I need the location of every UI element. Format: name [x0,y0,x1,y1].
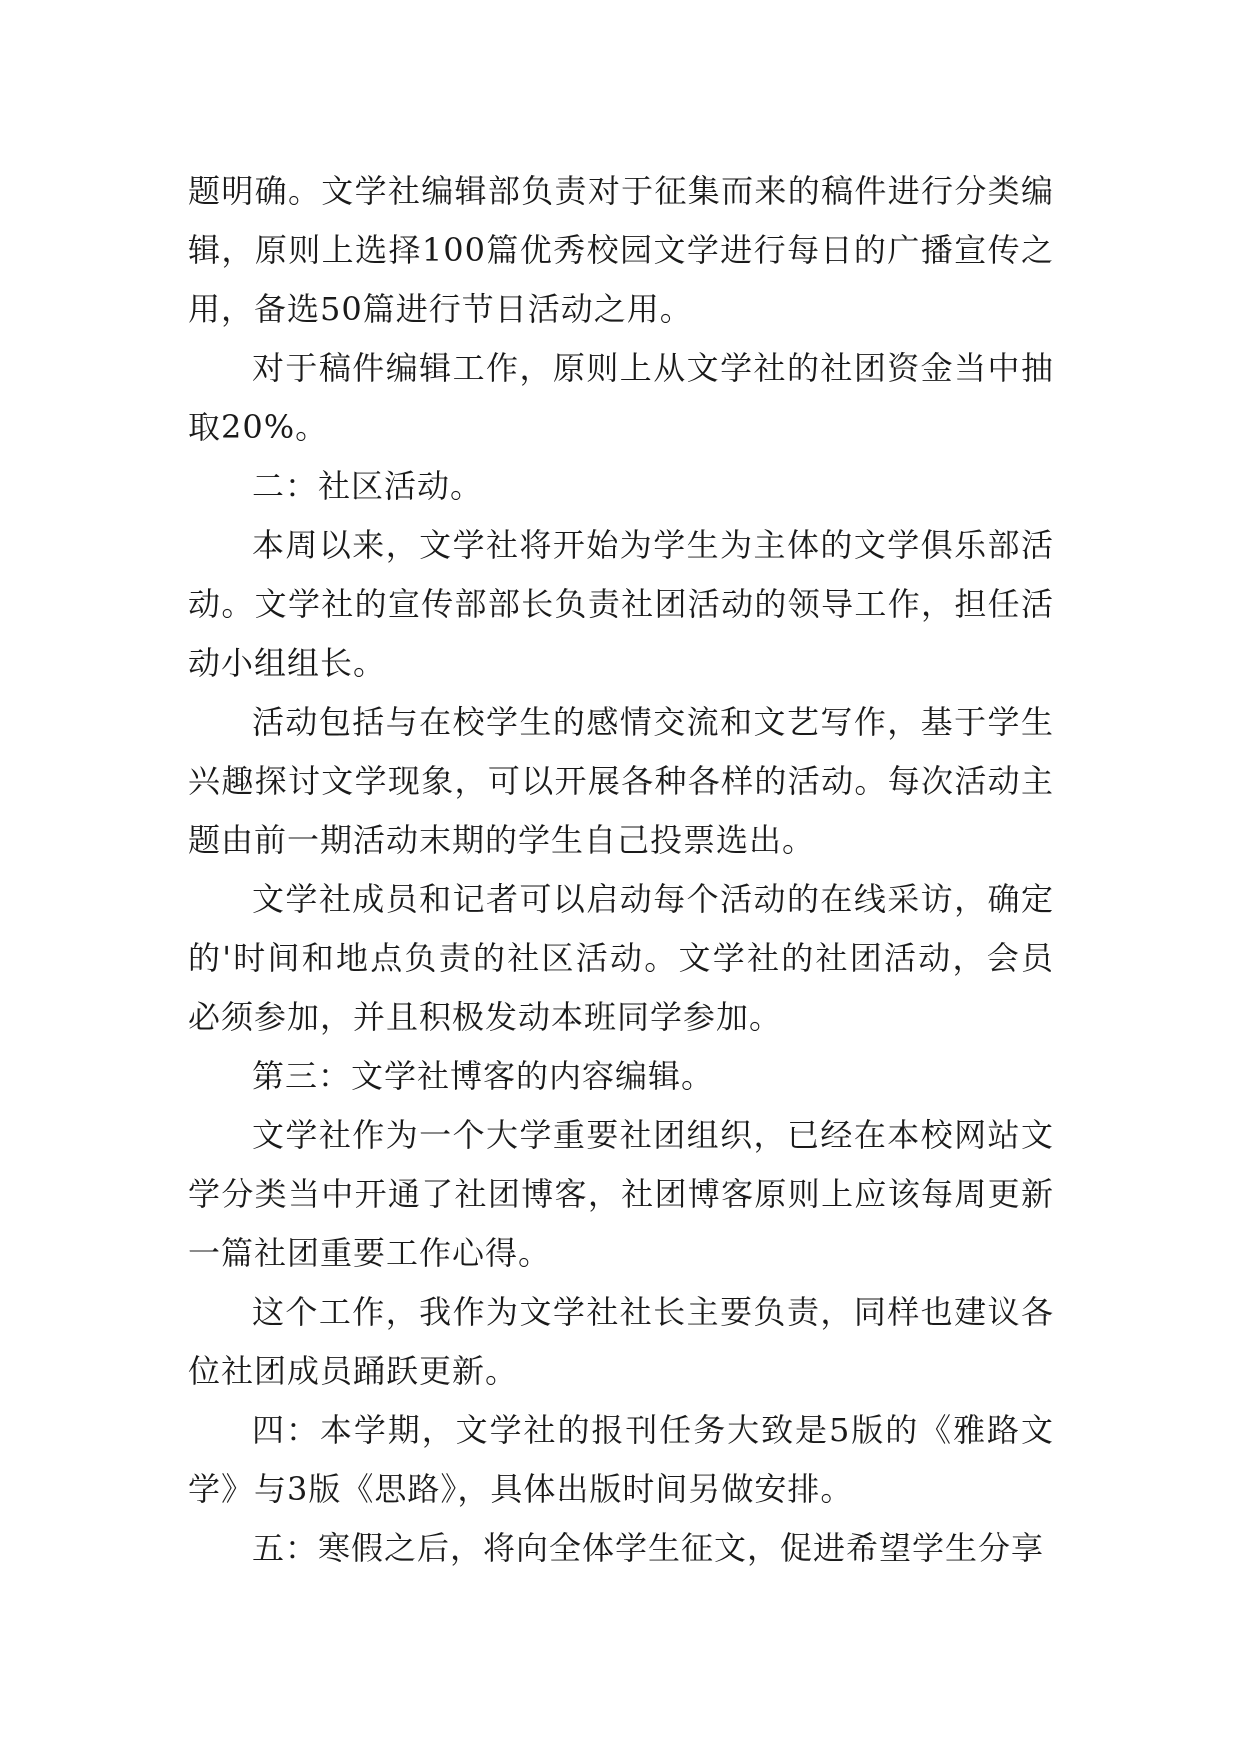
paragraph-2: 对于稿件编辑工作，原则上从文学社的社团资金当中抽取20%。 [188,349,1054,446]
paragraph-1: 题明确。文学社编辑部负责对于征集而来的稿件进行分类编辑，原则上选择100篇优秀校园文学进行每日的广播宣传之用，备选50篇进行节日活动之用。 [188,172,1054,328]
section-item-4: 四：本学期，文学社的报刊任务大致是5版的《雅路文学》与3版《思路》，具体出版时间另做安排。 [188,1411,1054,1508]
paragraph-6: 文学社成员和记者可以启动每个活动的在线采访，确定的'时间和地点负责的社区活动。文学社的社团活动，会员必须参加，并且积极发动本班同学参加。 [188,880,1054,1036]
paragraph-4: 本周以来，文学社将开始为学生为主体的文学俱乐部活动。文学社的宣传部部长负责社团活动的领导工作，担任活动小组组长。 [188,526,1054,682]
section-heading-2: 二：社区活动。 [252,467,484,505]
paragraph-8: 文学社作为一个大学重要社团组织，已经在本校网站文学分类当中开通了社团博客，社团博客原则上应该每周更新一篇社团重要工作心得。 [188,1116,1054,1272]
section-heading-3: 第三：文学社博客的内容编辑。 [252,1057,715,1095]
paragraph-9: 这个工作，我作为文学社社长主要负责，同样也建议各位社团成员踊跃更新。 [188,1293,1054,1390]
paragraph-5: 活动包括与在校学生的感情交流和文艺写作，基于学生兴趣探讨文学现象，可以开展各种各样的活动。每次活动主题由前一期活动末期的学生自己投票选出。 [188,703,1054,859]
section-item-5: 五：寒假之后，将向全体学生征文，促进希望学生分享 [252,1529,1045,1567]
document-body [188,162,1054,1578]
